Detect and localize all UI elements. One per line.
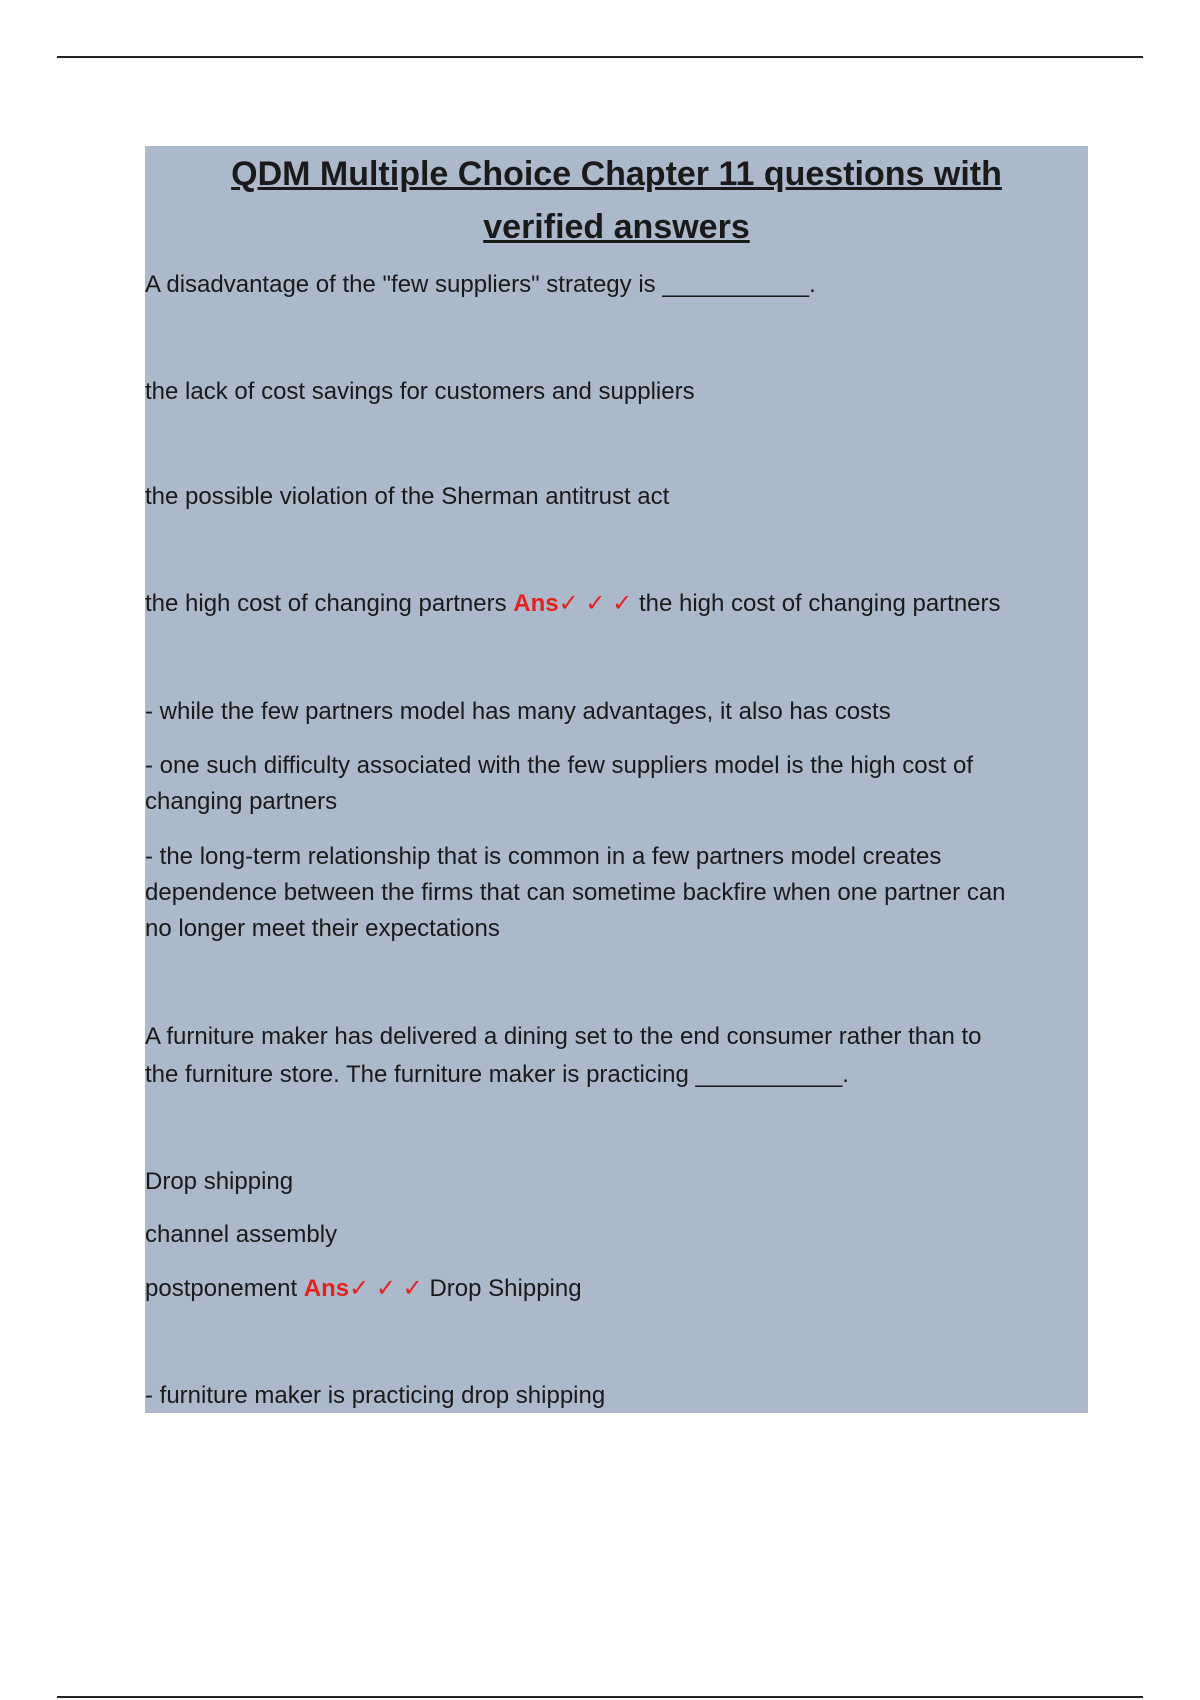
- q1-note: - while the few partners model has many advantages, it also has costs: [145, 698, 891, 725]
- title-line-2: verified answers: [483, 208, 750, 246]
- q2-option-c-row: [145, 1271, 582, 1307]
- q1-question: A disadvantage of the "few suppliers" strategy is ___________.: [145, 271, 816, 298]
- q2-note: - furniture maker is practicing drop shipping: [145, 1382, 606, 1409]
- q1-note: - one such difficulty associated with the few suppliers model is the high cost of: [145, 752, 973, 779]
- q1-option-a: the lack of cost savings for customers and suppliers: [145, 378, 695, 405]
- q2-option-a: Drop shipping: [145, 1168, 294, 1195]
- q1-check-icon: ✓ ✓ ✓: [558, 590, 633, 617]
- q2-answer: Drop Shipping: [429, 1275, 582, 1302]
- bottom-rule: [57, 1696, 1143, 1698]
- q2-question-line-2: the furniture store. The furniture maker is practicing ___________.: [145, 1061, 849, 1088]
- q1-ans-label: Ans: [513, 590, 559, 617]
- q1-note: changing partners: [145, 788, 338, 815]
- q1-option-c-row: [145, 586, 1001, 622]
- q2-question-line-1: A furniture maker has delivered a dining set to the end consumer rather than to: [145, 1023, 982, 1050]
- q1-answer: the high cost of changing partners: [638, 590, 1001, 617]
- q1-note: no longer meet their expectations: [145, 915, 500, 942]
- q2-check-icon: ✓ ✓ ✓: [349, 1275, 423, 1302]
- q1-option-b: the possible violation of the Sherman antitrust act: [145, 483, 670, 510]
- q2-option-c: postponement: [145, 1275, 298, 1302]
- q2-ans-label: Ans: [303, 1275, 350, 1302]
- q1-note: dependence between the firms that can sometime backfire when one partner can: [145, 879, 1006, 906]
- document-title: [145, 146, 1088, 254]
- title-line-1: QDM Multiple Choice Chapter 11 questions with: [231, 155, 1002, 193]
- q1-option-c: the high cost of changing partners: [145, 590, 507, 617]
- q1-note: - the long-term relationship that is common in a few partners model creates: [145, 843, 942, 870]
- top-rule: [57, 56, 1143, 58]
- q2-option-b: channel assembly: [145, 1221, 338, 1248]
